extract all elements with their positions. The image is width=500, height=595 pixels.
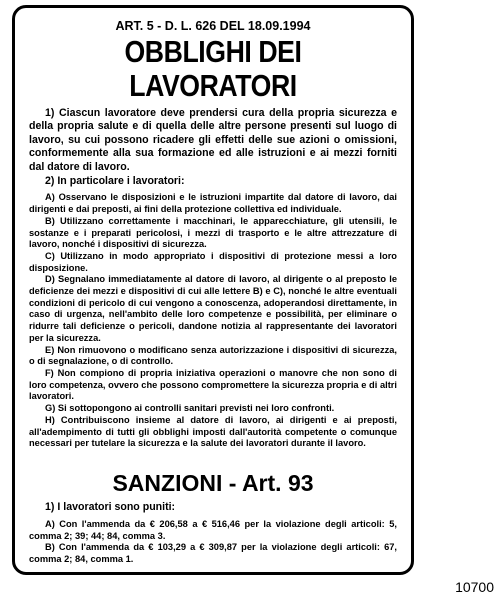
safety-sign xyxy=(12,5,414,575)
sign-title: OBBLIGHI DEI LAVORATORI xyxy=(124,34,302,103)
obligation-item-a: A) Osservano le disposizioni e le istruzioni impartite dal datore di lavoro, dai dirigenti e dai preposti, ai fini della protezione collettiva ed individuale. xyxy=(29,192,397,215)
sanctions-title: SANZIONI - Art. 93 xyxy=(112,469,314,496)
obligation-item-f: F) Non compiono di propria iniziativa operazioni o manovre che non sono di loro competenza, ovvero che possono compromettere la sicurezza propria e di altri lavoratori. xyxy=(29,367,397,402)
obligation-item-e: E) Non rimuovono o modificano senza autorizzazione i dispositivi di sicurezza, o di segnalazione, o di controllo. xyxy=(29,344,397,367)
product-code: 10700 xyxy=(455,579,494,595)
penalty-item-b: B) Con l'ammenda da € 103,29 a € 309,87 per la violazione degli articoli: 67, comma 2; 84, comma 1. xyxy=(29,542,397,565)
obligation-item-h: H) Contribuiscono insieme al datore di lavoro, ai dirigenti e ai preposti, all'adempimento di tutti gli obblighi imposti dall'autorità competente o comunque necessari per tutelare la sicurezza e la salute dei lavoratori durante il lavoro. xyxy=(29,414,397,449)
obligation-item-b: B) Utilizzano correttamente i macchinari, le apparecchiature, gli utensili, le sostanze e i preparati pericolosi, i mezzi di trasporto e le altre attrezzature di lavoro, nonché i dispositivi di sicurezza. xyxy=(29,215,397,250)
penalty-item-a: A) Con l'ammenda da € 206,58 a € 516,46 per la violazione degli articoli: 5, comma 2; 39; 44; 84, comma 3. xyxy=(29,518,397,541)
law-reference: ART. 5 - D. L. 626 DEL 18.09.1994 xyxy=(115,19,311,33)
intro-paragraph: 1) Ciascun lavoratore deve prendersi cura della propria sicurezza e della propria salute e di quella delle altre persone presenti sul luogo di lavoro, su cui possono ricadere gli effetti delle sue azioni o omissioni, conformemente alla sua formazione ed alle istruzioni e ai mezzi forniti dal datore di lavoro. xyxy=(29,107,397,173)
sanctions-subheading: 1) I lavoratori sono puniti: xyxy=(45,500,176,513)
obligation-item-d: D) Segnalano immediatamente al datore di lavoro, al dirigente o al preposto le deficienze dei mezzi e dispositivi di cui alle lettere B) e C), nonché le altre eventuali condizioni di pericolo di cui vengono a conoscenza, adoperandosi direttamente, in caso di urgenza, nell'ambito delle loro competenze e possibilità, per eliminare o ridurre tali deficienze o pericoli, dandone notizia al rappresentante dei lavoratori per la sicurezza. xyxy=(29,274,397,343)
obligation-item-g: G) Si sottopongono ai controlli sanitari previsti nei loro confronti. xyxy=(45,403,335,414)
obligation-item-c: C) Utilizzano in modo appropriato i dispositivi di protezione messi a loro disposizione. xyxy=(29,250,397,273)
intro-subheading: 2) In particolare i lavoratori: xyxy=(45,175,185,188)
